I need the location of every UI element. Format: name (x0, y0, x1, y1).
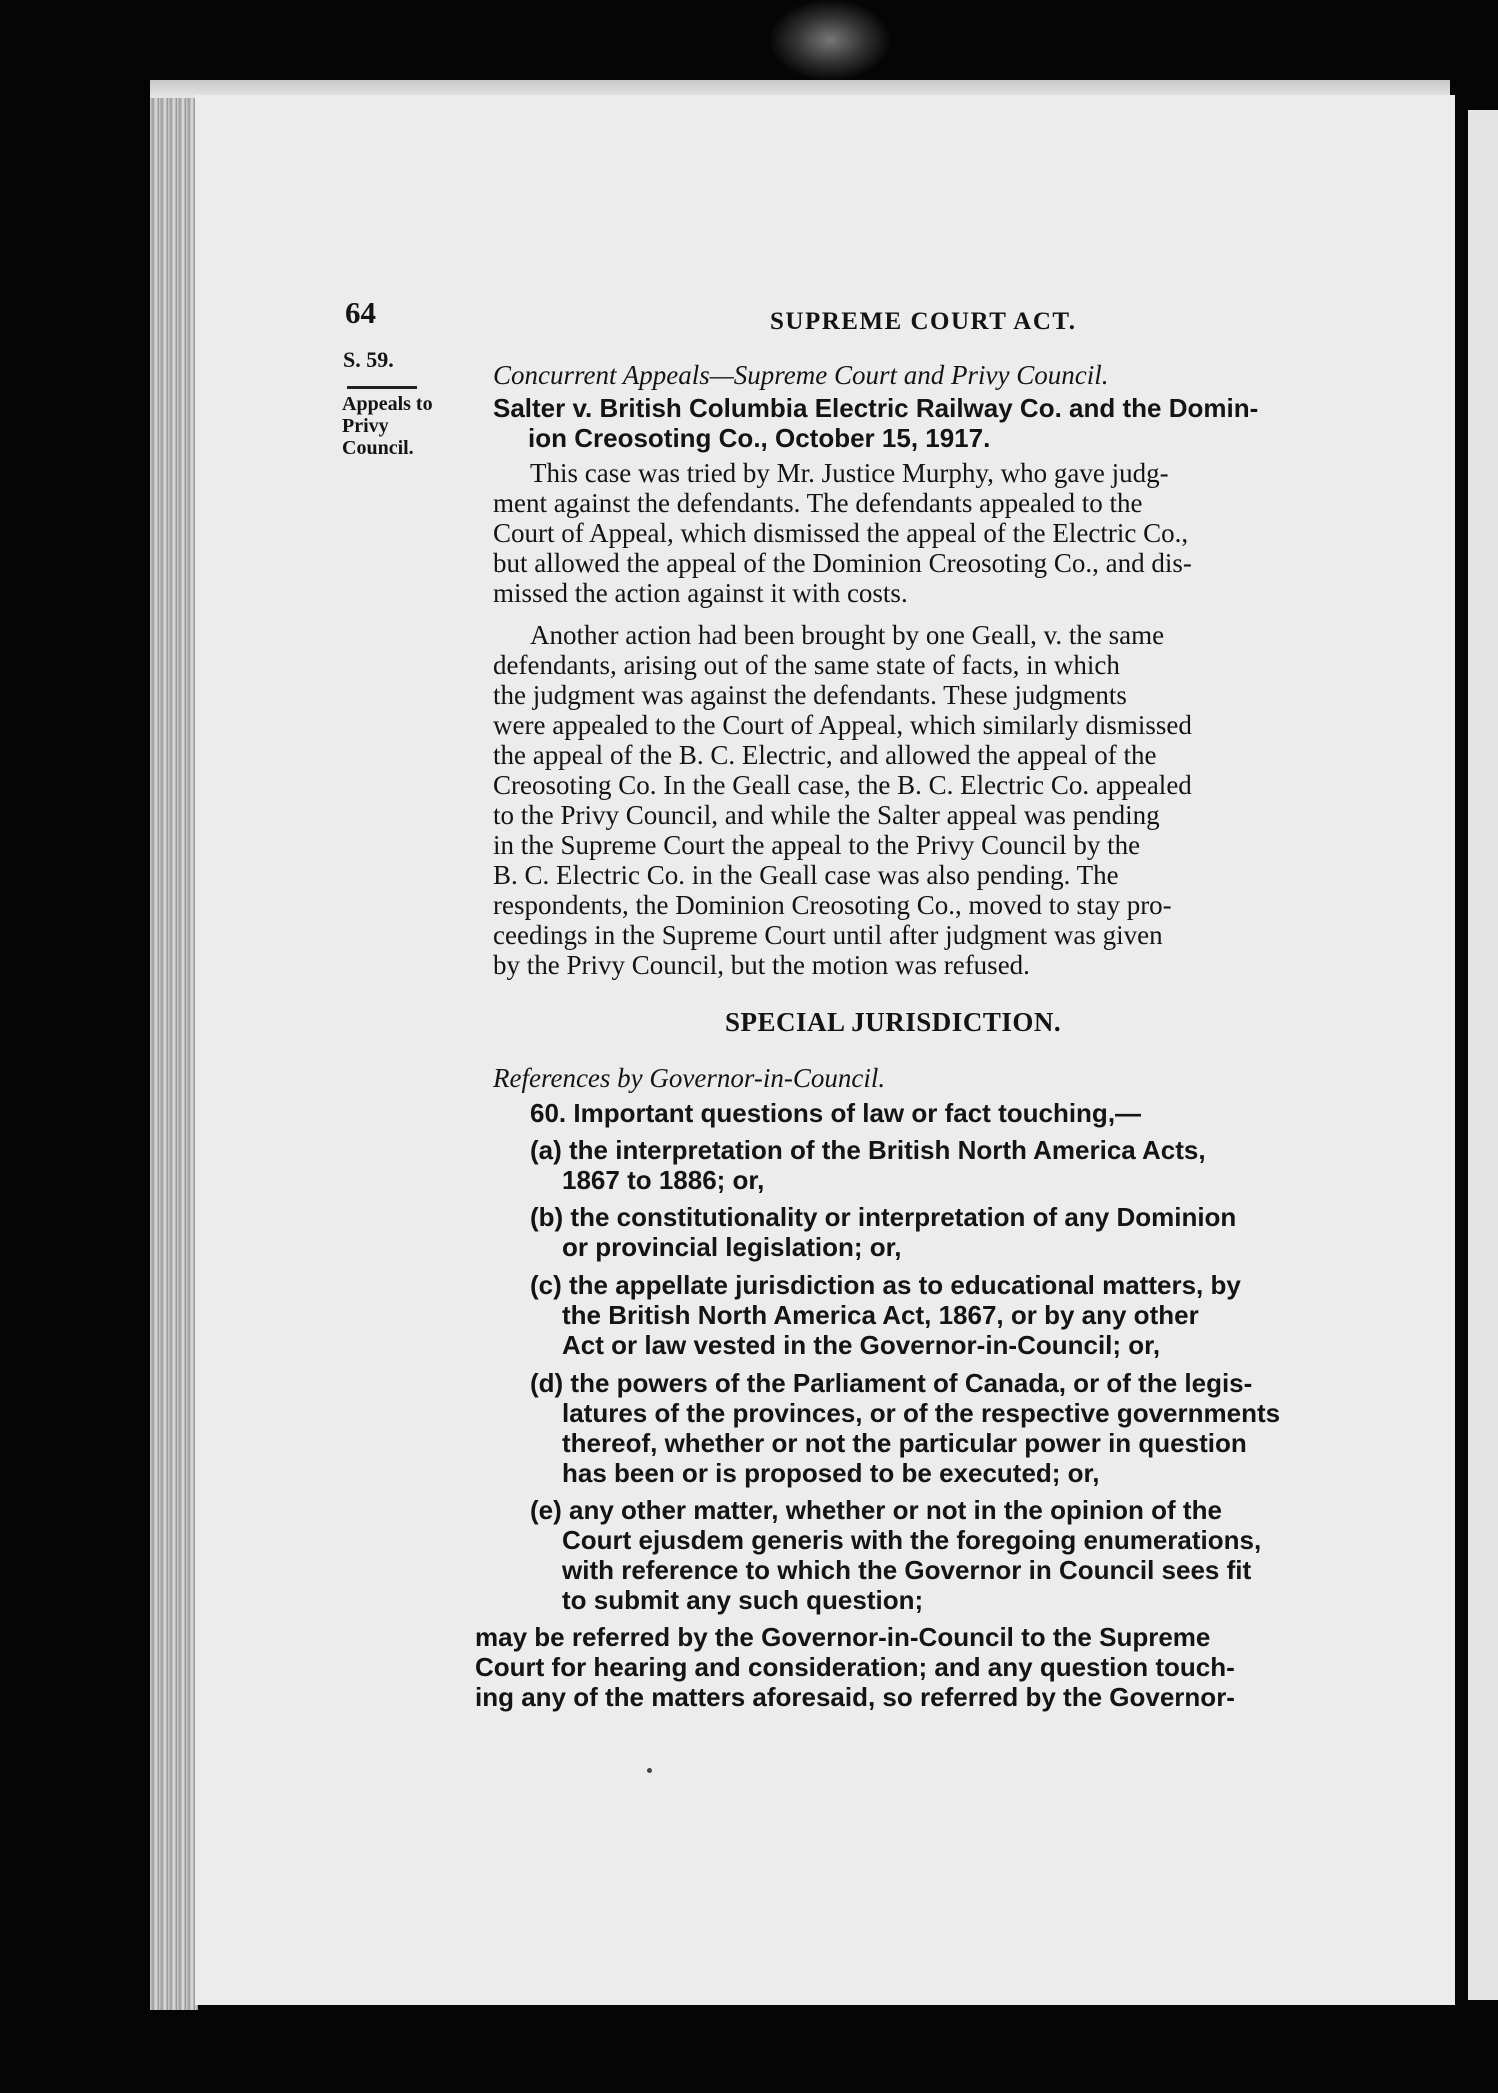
margin-rule (347, 386, 417, 389)
paragraph-line: defendants, arising out of the same state of facts, in which (493, 650, 1120, 680)
clause-c-line: (c) the appellate jurisdiction as to educational matters, by (530, 1270, 1241, 1300)
clause-c-line: Act or law vested in the Governor-in-Council; or, (562, 1330, 1161, 1360)
scan-stain (770, 0, 890, 80)
clause-e-line: to submit any such question; (562, 1585, 924, 1615)
clause-c-line: the British North America Act, 1867, or by any other (562, 1300, 1199, 1330)
section-60-line: 60. Important questions of law or fact touching,— (530, 1098, 1142, 1128)
paragraph-line: This case was tried by Mr. Justice Murphy, who gave judg- (530, 458, 1169, 488)
page-number: 64 (345, 295, 376, 330)
clause-a-line: 1867 to 1886; or, (562, 1165, 765, 1195)
margin-note-line: Appeals to (342, 393, 433, 415)
book-page (195, 95, 1455, 2005)
book-page-edges (150, 80, 198, 2010)
paragraph-line: Creosoting Co. In the Geall case, the B. C. Electric Co. appealed (493, 770, 1192, 800)
paragraph-line: Another action had been brought by one Geall, v. the same (530, 620, 1165, 650)
references-subheading: References by Governor-in-Council. (493, 1063, 886, 1093)
case-title-line: Salter v. British Columbia Electric Railway Co. and the Domin- (493, 393, 1259, 423)
paragraph-line: ceedings in the Supreme Court until after judgment was given (493, 920, 1163, 950)
paragraph-line: by the Privy Council, but the motion was refused. (493, 950, 1030, 980)
appeals-heading: Concurrent Appeals—Supreme Court and Privy Council. (493, 360, 1109, 390)
clause-d-line: (d) the powers of the Parliament of Canada, or of the legis- (530, 1368, 1253, 1398)
paragraph-line: were appealed to the Court of Appeal, which similarly dismissed (493, 710, 1192, 740)
facing-page-edge (1468, 110, 1498, 2000)
clause-d-line: thereof, whether or not the particular power in question (562, 1428, 1247, 1458)
closing-line: Court for hearing and consideration; and any question touch- (475, 1652, 1235, 1682)
closing-line: may be referred by the Governor-in-Council to the Supreme (475, 1622, 1211, 1652)
margin-note-label (342, 393, 442, 459)
paragraph-line: ment against the defendants. The defendants appealed to the (493, 488, 1143, 518)
paragraph-line: the judgment was against the defendants. These judgments (493, 680, 1127, 710)
clause-b-line: or provincial legislation; or, (562, 1232, 902, 1262)
clause-b-line: (b) the constitutionality or interpretation of any Dominion (530, 1202, 1237, 1232)
clause-d-line: has been or is proposed to be executed; or, (562, 1458, 1100, 1488)
paragraph-line: Court of Appeal, which dismissed the appeal of the Electric Co., (493, 518, 1189, 548)
running-header: SUPREME COURT ACT. (770, 308, 1077, 335)
paragraph-line: the appeal of the B. C. Electric, and allowed the appeal of the (493, 740, 1157, 770)
scan-speck (647, 1768, 652, 1773)
paragraph-line: to the Privy Council, and while the Salter appeal was pending (493, 800, 1160, 830)
clause-e-line: Court ejusdem generis with the foregoing enumerations, (562, 1525, 1262, 1555)
clause-d-line: latures of the provinces, or of the respective governments (562, 1398, 1281, 1428)
case-title-line: ion Creosoting Co., October 15, 1917. (528, 423, 991, 453)
clause-e-line: with reference to which the Governor in Council sees fit (562, 1555, 1252, 1585)
paragraph-line: in the Supreme Court the appeal to the Privy Council by the (493, 830, 1141, 860)
paragraph-line: but allowed the appeal of the Dominion Creosoting Co., and dis- (493, 548, 1192, 578)
special-jurisdiction-heading: SPECIAL JURISDICTION. (725, 1007, 1062, 1037)
margin-note-line: Council. (342, 437, 414, 459)
clause-e-line: (e) any other matter, whether or not in the opinion of the (530, 1495, 1222, 1525)
margin-note-line: Privy (342, 415, 389, 437)
paragraph-line: B. C. Electric Co. in the Geall case was also pending. The (493, 860, 1119, 890)
margin-section-number: S. 59. (343, 347, 394, 372)
clause-a-line: (a) the interpretation of the British North America Acts, (530, 1135, 1206, 1165)
closing-line: ing any of the matters aforesaid, so referred by the Governor- (475, 1682, 1235, 1712)
paragraph-line: missed the action against it with costs. (493, 578, 908, 608)
paragraph-line: respondents, the Dominion Creosoting Co., moved to stay pro- (493, 890, 1172, 920)
